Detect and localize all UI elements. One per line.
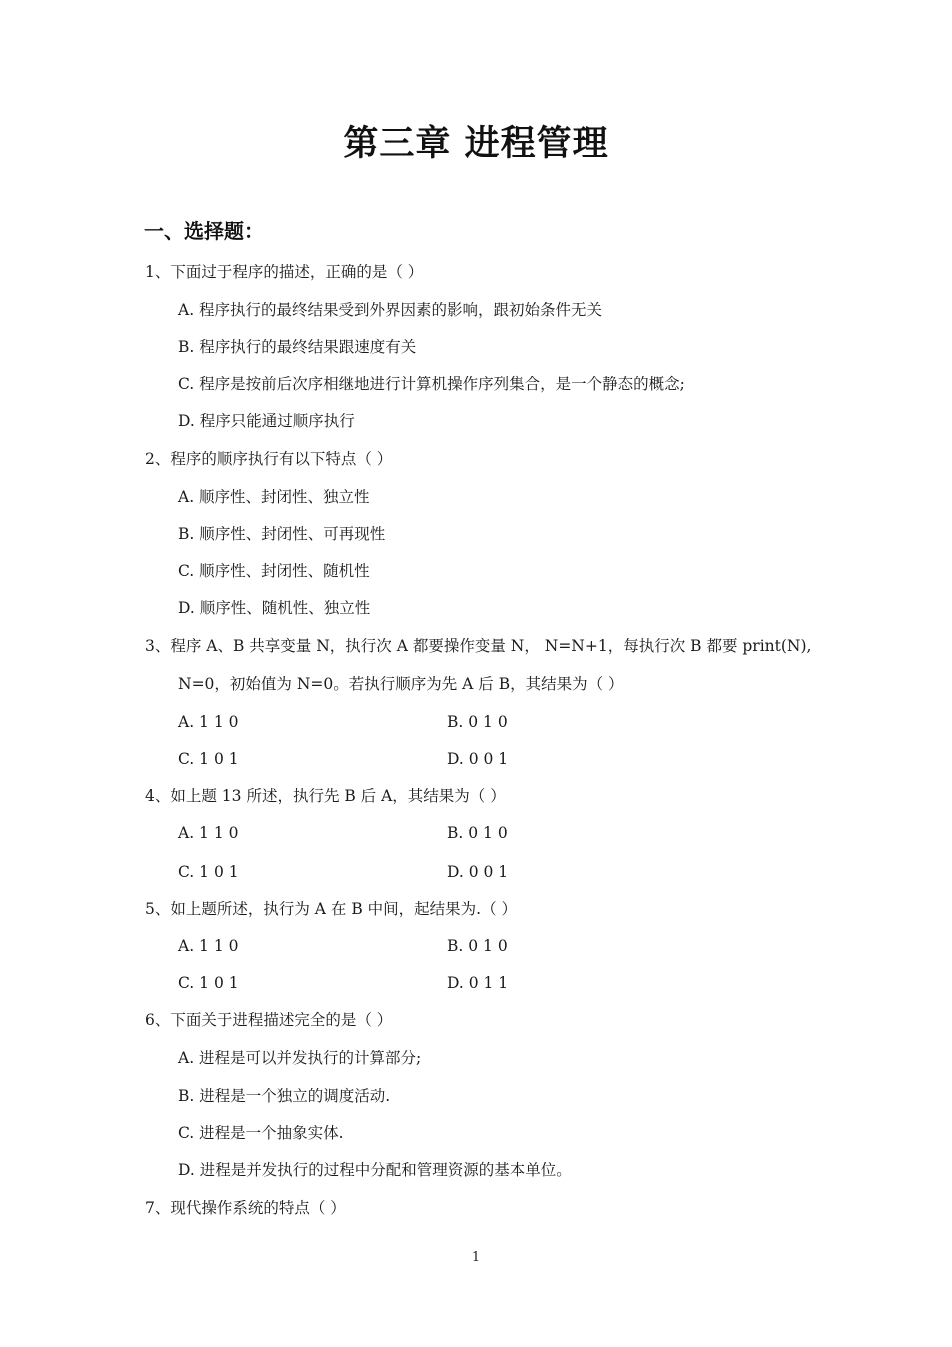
question-3-option-c: C. 1 0 1	[178, 750, 239, 768]
question-3-option-d: D. 0 0 1	[447, 750, 509, 768]
chapter-title: 第三章 进程管理	[343, 124, 609, 164]
question-4-option-a: A. 1 1 0	[178, 824, 239, 842]
question-5-option-a: A. 1 1 0	[178, 937, 239, 955]
question-5-option-d: D. 0 1 1	[447, 974, 509, 992]
question-7-stem: 7、现代操作系统的特点（ ）	[145, 1199, 346, 1217]
question-6-option-b: B. 进程是一个独立的调度活动.	[178, 1087, 391, 1105]
question-3-option-b: B. 0 1 0	[447, 713, 508, 731]
question-1-option-c: C. 程序是按前后次序相继地进行计算机操作序列集合，是一个静态的概念;	[178, 375, 685, 393]
question-5-stem: 5、如上题所述，执行为 A 在 B 中间，起结果为.（ ）	[145, 900, 518, 918]
question-4-option-d: D. 0 0 1	[447, 863, 509, 881]
question-5-option-b: B. 0 1 0	[447, 937, 508, 955]
question-1-option-d: D. 程序只能通过顺序执行	[178, 412, 355, 430]
question-1-option-b: B. 程序执行的最终结果跟速度有关	[178, 338, 417, 356]
question-3-stem: 3、程序 A、B 共享变量 N，执行次 A 都要操作变量 N， N=N+1，每执行次 B 都要 print(N),	[145, 637, 812, 655]
question-5-option-c: C. 1 0 1	[178, 974, 239, 992]
question-2-option-b: B. 顺序性、封闭性、可再现性	[178, 525, 386, 543]
question-1-option-a: A. 程序执行的最终结果受到外界因素的影响，跟初始条件无关	[178, 301, 603, 319]
section-heading: 一、选择题：	[144, 219, 264, 243]
question-2-option-c: C. 顺序性、封闭性、随机性	[178, 562, 370, 580]
question-3-stem-continued: N=0，初始值为 N=0。若执行顺序为先 A 后 B，其结果为（ ）	[178, 675, 624, 693]
question-3-option-a: A. 1 1 0	[178, 713, 239, 731]
question-4-option-b: B. 0 1 0	[447, 824, 508, 842]
question-6-stem: 6、下面关于进程描述完全的是（ ）	[145, 1011, 393, 1029]
question-2-option-a: A. 顺序性、封闭性、独立性	[178, 488, 370, 506]
question-6-option-c: C. 进程是一个抽象实体.	[178, 1124, 344, 1142]
page-number: 1	[471, 1250, 481, 1265]
question-1-stem: 1、下面过于程序的描述，正确的是（ ）	[145, 263, 424, 281]
question-2-option-d: D. 顺序性、随机性、独立性	[178, 599, 371, 617]
question-4-stem: 4、如上题 13 所述，执行先 B 后 A，其结果为（ ）	[145, 787, 506, 805]
question-2-stem: 2、程序的顺序执行有以下特点（ ）	[145, 450, 393, 468]
question-4-option-c: C. 1 0 1	[178, 863, 239, 881]
question-6-option-a: A. 进程是可以并发执行的计算部分;	[178, 1049, 422, 1067]
question-6-option-d: D. 进程是并发执行的过程中分配和管理资源的基本单位。	[178, 1161, 572, 1179]
